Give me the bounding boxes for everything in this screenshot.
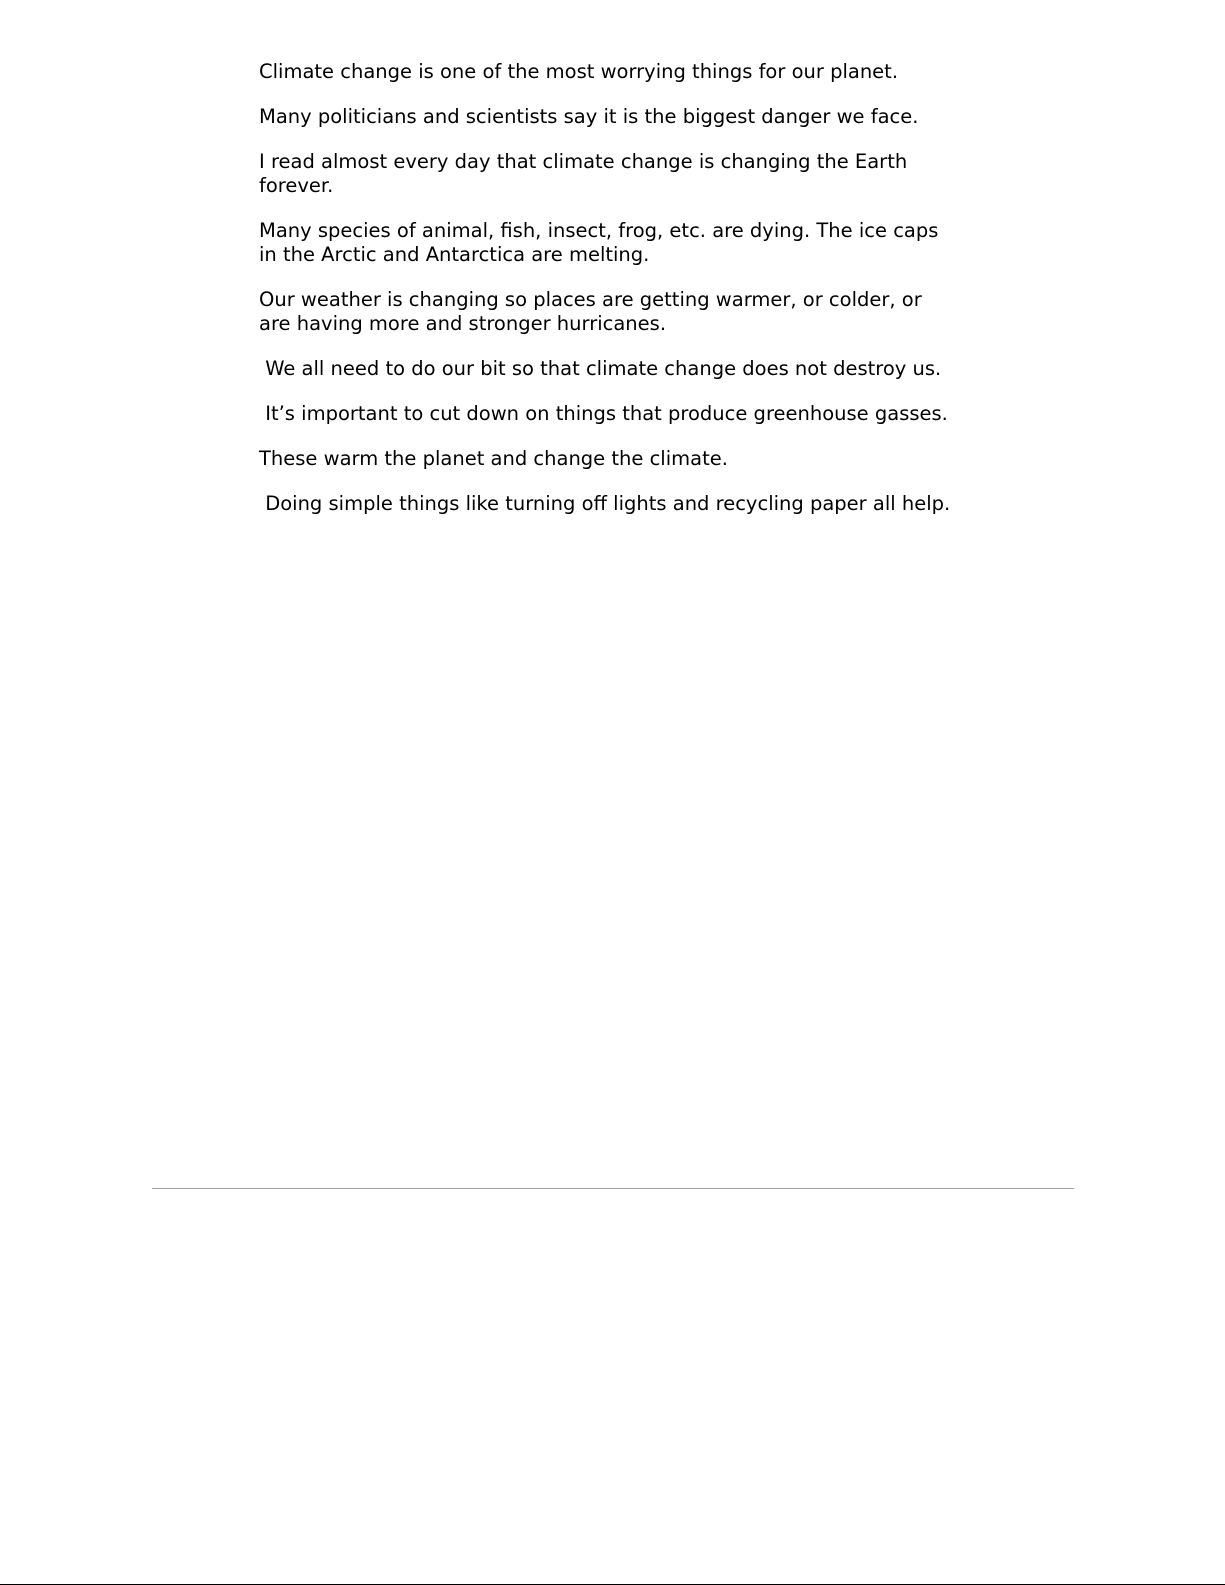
paragraph-8: These warm the planet and change the climate. — [259, 447, 728, 470]
paragraph-3: I read almost every day that climate change is changing the Earth forever. — [259, 150, 914, 197]
paragraph-1: Climate change is one of the most worrying things for our planet. — [259, 60, 899, 83]
paragraph-9: Doing simple things like turning off lights and recycling paper all help. — [259, 492, 951, 515]
paragraph-7: It’s important to cut down on things that produce greenhouse gasses. — [259, 402, 948, 425]
paragraph-2: Many politicians and scientists say it is the biggest danger we face. — [259, 105, 919, 128]
document-body — [259, 60, 959, 537]
paragraph-6: We all need to do our bit so that climate change does not destroy us. — [259, 357, 942, 380]
page-break-divider — [152, 1188, 1074, 1189]
paragraph-4: Many species of animal, fish, insect, frog, etc. are dying. The ice caps in the Arctic and Antarctica are melting. — [259, 219, 945, 266]
paragraph-5: Our weather is changing so places are getting warmer, or colder, or are having more and stronger hurricanes. — [259, 288, 928, 335]
